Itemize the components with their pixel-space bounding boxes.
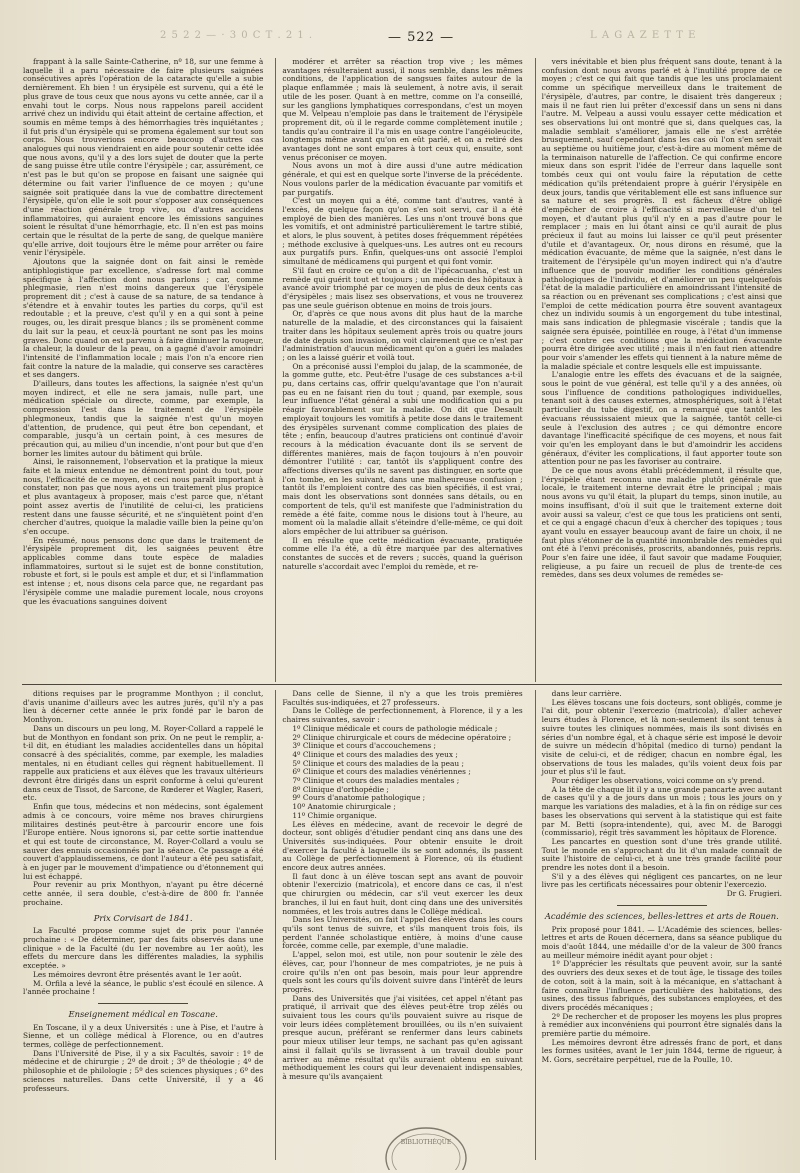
page-number: — 522 — bbox=[388, 30, 455, 45]
list-item: 9º Cours d'anatomie pathologique ; bbox=[292, 793, 426, 803]
paragraph: Les pancartes en question sont d'une très grande utilité. Tout le monde en s'approchant du lit d'un malade connaît de suite l'histoire de celui-ci, et à une très grande facilité pour prendre les notes dont il a besoin. bbox=[541, 836, 782, 873]
section-divider-rule bbox=[22, 684, 782, 685]
list-item: 8º Clinique d'orthopédie ; bbox=[292, 784, 389, 794]
paragraph: vers inévitable et bien plus fréquent sans doute, tenant à la confusion dont nous avons parlé et à l'inutilité propre de ce moyen ; c'est ce qui fait que tandis que les uns proclamaient comme un spécifique merveilleux dans le traitement de l'érysipèle, d'autres, par contre, le disaient très dangereux ; mais il ne faut rien lui prêter d'excessif dans un sens ni dans l'autre. M. Velpeau a aussi voulu essayer cette médication et ses observations lui ont montré que si, dans quelques cas, la maladie semblait s'améliorer, jamais elle ne s'est arrêtée brusquement, sauf cependant dans les cas où l'on s'en servait au septième ou huitième jour, c'est-à-dire au moment même de la terminaison naturelle de l'affection. Ce qui confirme encore mieux dans son esprit l'idée de l'erreur dans laquelle sont tombés ceux qui ont voulu faire la réputation de cette médication qu'ils prétendaient propre à guérir l'érysipèle en deux jours, tandis que véritablement elle est sans influence sur sa nature et ses progrès. Il est fâcheux d'être obligé d'empêcher de croire à l'efficacité si merveilleuse d'un tel moyen, et d'autant plus qu'il n'y en a pas d'autre pour le remplacer ; mais en lui ôtant ainsi ce qu'il aurait de plus précieux il faut au moins lui laisser ce qu'il peut présenter d'utile et d'avantageux. Or, nous dirons en résumé, que la médication évacuante, de même que la saignée, n'est dans le traitement de l'érysipèle qu'un moyen indirect qui n'a d'autre influence que de pouvoir modifier les conditions générales pathologiques de l'individu, et d'améliorer un peu quelquefois l'état de la maladie particulière en amoindrissant l'intensité de sa réaction ou en prévenant ses complications ; c'est ainsi que l'emploi de cette médication pourra être souvent avantageux chez un individu soumis à un engorgement du tube intestinal, mais sans indication de phlegmasie viscérale ; tandis que la saignée sera épuisée, pointillée en rouge, à l'état d'un immense ; c'est contre ces conditions que la médication évacuante pourra être dirigée avec utilité ; mais il n'en faut rien attendre pour voir s'amender les effets qui tiennent à la nature même de la maladie spéciale et contre lesquels elle est impuissante. bbox=[541, 58, 782, 371]
paragraph: L'analogie entre les effets des évacuans et de la saignée, sous le point de vue général, est telle qu'il y a des années, où sous l'influence de conditions pathologiques individuelles, tenant soit à des causes externes, atmosphériques, soit à l'état particulier du tube digestif, on a remarqué que tantôt les évacuans réussissaient mieux que la saignée, tantôt celle-ci seule à l'exclusion des autres ; ce qui démontre encore davantage l'inefficacité spécifique de ces moyens, et nous fait voir qu'en les employant dans le but d'amoindrir les accidens généraux, d'éviter les complications, il faut apporter toute son attention pour ne pas les favoriser au contraire. bbox=[541, 370, 782, 467]
paragraph: Dans les Universités, on fait l'appel des élèves dans les cours qu'ils sont tenus de suivre, et s'ils manquent trois fois, ils perdent l'année scholastique entière, à moins d'une cause forcée, comme celle, par exemple, d'une maladie. bbox=[282, 915, 523, 951]
paragraph: Les élèves toscans une fois docteurs, sont obligés, comme je l'ai dit, pour obtenir l'exercezio (matricola), d'aller achever leurs études à Florence, et là non-seulement ils sont tenus à suivre toutes les cliniques nommées, mais ils sont divisés en séries d'un nombre égal, et à chaque série est imposé le devoir de suivre un médecin d'hôpital (medico di turno) pendant la visite de celui-ci, et de rédiger, chacun en nombre égal, les observations de tous les malades, qu'ils voient deux fois par jour et plus s'il le faut. bbox=[541, 697, 782, 777]
paragraph: Les élèves en médecine, avant de recevoir le degré de docteur, sont obligés d'étudier pendant cinq ans dans une des Universités sus-indiquées. Pour obtenir ensuite le droit d'exercer la faculté à laquelle ils se sont adonnés, ils passent au Collège de perfectionnement à Florence, où ils étudient encore deux autres années. bbox=[282, 819, 523, 873]
top-column-1 bbox=[22, 58, 263, 682]
list-item: 3º Clinique et cours d'accouchemens ; bbox=[292, 741, 436, 751]
article-top-columns bbox=[22, 58, 782, 682]
paragraph: Prix proposé pour 1841. — L'Académie des sciences, belles-lettres et arts de Rouen décernera, dans sa séance publique du mois d'août 1844, une médaille d'or de la valeur de 300 francs au meilleur mémoire inédit ayant pour objet : bbox=[541, 924, 782, 960]
section-title-toscane: Enseignement médical en Toscane. bbox=[68, 1008, 218, 1019]
paragraph: En résumé, nous pensons donc que dans le traitement de l'érysipèle proprement dit, les saignées peuvent être applicables comme dans toute espèce de maladies inflammatoires, surtout si le sujet est de bonne constitution, robuste et fort, si le pouls est ample et dur, et si l'inflammation est intense ; et, nous disons cela parce que, ne regardant pas l'érysipèle comme une maladie purement locale, nous croyons que les évacuations sanguines doivent bbox=[23, 535, 264, 606]
paragraph: La Faculté propose comme sujet de prix pour l'année prochaine : « De déterminer, par des faits observés dans une clinique » de la Faculté (du 1er novembre au 1er août), les effets du mercure dans les différentes maladies, la syphilis exceptée. » bbox=[23, 926, 264, 971]
paragraph: S'il y a des élèves qui négligent ces pancartes, on ne leur livre pas les certificats nécessaires pour obtenir l'exercezio. bbox=[541, 871, 782, 890]
paragraph: Dans un discours un peu long, M. Royer-Collard a rappelé le but de Monthyon en fondant son prix. On ne peut le remplir, a-t-il dit, en étudiant les maladies accidentelles dans un hôpital consacré à des spécialités, comme, par exemple, les maladies mentales, ni en étudiant celles qui règnent habituellement. Il rappelle aux praticiens et aux élèves que les travaux ultérieurs devront être dirigés dans un esprit conforme à celui qu'eurent dans ceux de Tissot, de Sarcone, de Rœderer et Wagler, Raseri, etc. bbox=[23, 723, 264, 803]
paragraph: Il en résulte que cette médication évacuante, pratiquée comme elle l'a été, a dû être marquée par des alternatives constantes de succès et de revers ; succès, quand la guérison naturelle s'accordait avec l'emploi du remède, et re- bbox=[282, 535, 523, 571]
article-bottom-columns bbox=[22, 690, 782, 1160]
list-item: 7º Clinique et cours des maladies mentales ; bbox=[292, 776, 460, 786]
list-item: 5º Clinique et cours des maladies de la peau ; bbox=[292, 758, 465, 768]
paragraph: Dans le Collège de perfectionnement, à Florence, il y a les chaires suivantes, savoir : bbox=[282, 706, 523, 725]
short-rule bbox=[617, 905, 707, 906]
paragraph: De ce que nous avons établi précédemment, il résulte que, l'érysipèle étant reconnu une maladie plutôt générale que locale, le traitement interne devrait être le principal ; mais nous avons vu qu'il était, la plupart du temps, sinon inutile, au moins insuffisant, d'où il suit que le traitement externe doit avoir aussi sa valeur, c'est ce que tous les praticiens ont senti, et ce qui a engagé chacun d'eux à chercher des topiques ; tous ayant voulu en essayer beaucoup avant de faire un choix, il ne faut plus s'étonner de la quantité innombrable des remèdes qui ont été à l'envi préconisés, proscrits, abandonnés, puis repris. Pour s'en faire une idée, il faut savoir que madame Fouquier, religieuse, a pu faire un recueil de plus de trente-de ces remèdes, dans ses deux volumes de remèdes se- bbox=[541, 466, 782, 580]
paragraph: 1º D'apprécier les résultats que peuvent avoir, sur la santé des ouvriers des deux sexes et de tout âge, le tissage des toiles de coton, soit à la main, soit à la mécanique, en s'attachant à faire connaître l'influence particulière des habitations, des usines, des tissus fabriqués, des substances employées, et des divers procédés mécaniques ; bbox=[541, 959, 782, 1012]
paragraph: ditions requises par le programme Monthyon ; il conclut, d'avis unanime d'ailleurs avec les autres jurés, qu'il n'y a pas lieu à décerner cette année le prix fondé par le baron de Monthyon. bbox=[23, 690, 264, 725]
paragraph: Dans l'Université de Pise, il y a six Facultés, savoir : 1º de médecine et de chirurgie ; 2º de droit ; 3º de théologie ; 4º de philosophie et de philologie ; 5º des sciences physiques ; 6º des sciences naturelles. Dans cette Université, il y a 46 professeurs. bbox=[23, 1048, 264, 1093]
paragraph: M. Orfila a levé la séance, le public s'est écoulé en silence. A l'année prochaine ! bbox=[23, 978, 264, 997]
paragraph: dans leur carrière. bbox=[551, 690, 622, 698]
bleed-through-text-right: L A G A Z E T T E bbox=[590, 30, 697, 41]
paragraph: Dans celle de Sienne, il n'y a que les trois premières Facultés sus-indiquées, et 27 professeurs. bbox=[282, 690, 523, 707]
library-stamp bbox=[376, 1118, 476, 1170]
list-item: 1º Clinique médicale et cours de pathologie médicale ; bbox=[292, 723, 498, 733]
short-rule bbox=[98, 1003, 188, 1004]
bottom-column-3 bbox=[535, 690, 782, 1160]
author-signature: Dr G. Frugieri. bbox=[726, 889, 782, 899]
top-column-3 bbox=[535, 58, 782, 682]
paragraph: En Toscane, il y a deux Universités : une à Pise, et l'autre à Sienne, et un collège médical à Florence, ou en d'autres termes, collège de perfectionnement. bbox=[23, 1022, 264, 1050]
section-title-prix-corvisart: Prix Corvisart de 1841. bbox=[93, 912, 193, 923]
paragraph: Or, d'après ce que nous avons dit plus haut de la marche naturelle de la maladie, et des circonstances qui la faisaient traiter dans les hôpitaux seulement après trois ou quatre jours de date depuis son invasion, on voit clairement que ce n'est par l'administration d'aucun médicament qu'on a guéri les malades ; on les a laissé guérir et voilà tout. bbox=[282, 309, 523, 362]
section-title-academie-rouen: Académie des sciences, belles-lettres et arts de Rouen. bbox=[544, 910, 779, 921]
paragraph: S'il faut en croire ce qu'on a dit de l'ipécacuanha, c'est un remède qui guérit tout et toujours ; un médecin des hôpitaux à avancé avoir triomphé par ce moyen de plus de deux cents cas d'érysipèles ; mais lisez ses observations, et vous ne trouverez pas une seule guérison obtenue en moins de trois jours. bbox=[282, 265, 523, 310]
bleed-through-text-left: 2 5 2 2 — · 3 0 C T . 2 1 . bbox=[160, 30, 314, 41]
paragraph: D'ailleurs, dans toutes les affections, la saignée n'est qu'un moyen indirect, et elle ne sera jamais, nulle part, une médication spéciale ou directe, comme, par exemple, la compression l'est dans le traitement de l'érysipèle phlegmoneux, tandis que la saignée n'est qu'un moyen d'attention, de prudence, qui peut être bon cependant, et comparable, jusqu'à un certain point, à ces mesures de précaution qui, au milieu d'un incendie, n'ont pour but que d'en borner les limites autour du bâtiment qui brûle. bbox=[23, 379, 264, 458]
paragraph: 2º De rechercher et de proposer les moyens les plus propres à remédier aux inconvéniens qui pourront être signalés dans la première partie du mémoire. bbox=[541, 1011, 782, 1039]
top-column-2 bbox=[275, 58, 522, 682]
list-item: 11º Chimie organique. bbox=[292, 810, 377, 820]
paragraph: Nous avons un mot à dire aussi d'une autre médication générale, et qui est en quelque sorte l'inverse de la précédente. Nous voulons parler de la médication évacuante par vomitifs et par purgatifs. bbox=[282, 161, 523, 197]
chair-list bbox=[282, 725, 522, 821]
list-item: 4º Clinique et cours des maladies des yeux ; bbox=[292, 749, 458, 759]
paragraph: A la tête de chaque lit il y a une grande pancarte avec autant de cases qu'il y a de jours dans un mois ; tous les jours on y marque les variations des maladies, et à la fin on rédige sur ces bases les observations qui servent à la statistique qui est faite par M. Betti (sopra-intendente), qui, avec M. de Baroggi (commissario), régit très savamment les hôpitaux de Florence. bbox=[541, 784, 782, 838]
paragraph: L'appel, selon moi, est utile, non pour soutenir le zèle des élèves, car, pour l'honneur de mes compatriotes, je ne puis à croire qu'ils n'en ont pas besoin, mais pour leur apprendre quels sont les cours qu'ils doivent suivre dans l'intérêt de leurs progrès. bbox=[282, 950, 523, 994]
bottom-column-1 bbox=[22, 690, 263, 1160]
paragraph: C'est un moyen qui a été, comme tant d'autres, vanté à l'excès, de quelque façon qu'on s'en soit servi, car il a été employé de bien des manières. Les uns n'ont trouvé bons que les vomitifs, et ont administré particulièrement le tartre stibié, et alors, le plus souvent, à petites doses fréquemment répétées ; méthode exclusive à quelques-uns. Les autres ont eu recours aux purgatifs purs. Enfin, quelques-uns ont associé l'emploi simultané de médicamens qui purgent et qui font vomir. bbox=[282, 196, 523, 267]
paragraph: Ajoutons que la saignée dont on fait ainsi le remède antiphlogistique par excellence, s'adresse fort mal comme spécifique à l'affection dont nous parlons ; car, comme phlegmasie, rien n'est moins dangereux que l'érysipèle proprement dit ; c'est à cause de sa nature, de sa tendance à s'étendre et à envahir toutes les parties du corps, qu'il est redoutable ; et la preuve, c'est qu'il y en a qui sont à peine rouges, ou, les dirait presque blancs ; ils se promènent comme du lait sur la peau, et ceux-là pourtant ne sont pas les moins graves. Donc quand on est parvenu à faire diminuer la rougeur, la chaleur, la douleur de la peau, on a gagné d'avoir amoindri l'intensité de l'inflammation locale ; mais l'on n'a encore rien fait contre la nature de la maladie, qui conserve ses caractères et ses dangers. bbox=[23, 257, 264, 380]
paragraph: modérer et arrêter sa réaction trop vive ; les mêmes avantages résulteraient aussi, il nous semble, dans les mêmes conditions, de l'application de sangsues faites autour de la plaque enflammée ; mais là seulement, à notre avis, il serait utile de les poser. Quant à en mettre, comme on l'a conseillé, sur les ganglions lymphatiques correspondans, c'est un moyen que M. Velpeau n'emploie pas dans le traitement de l'érysipèle proprement dit, où il le regarde comme complètement inutile ; tandis qu'au contraire il l'a mis en usage contre l'angéioleucite, longtemps même avant qu'on en eût parlé, et on a retiré des avantages dont ne sont empares à tort ceux qui, ensuite, sont venus préconiser ce moyen. bbox=[282, 58, 523, 162]
list-item: 6º Clinique et cours des maladies vénériennes ; bbox=[292, 767, 471, 777]
paragraph: Les mémoires devront être adressés franc de port, et dans les formes usitées, avant le 1er juin 1844, terme de rigueur, à M. Gors, secrétaire perpétuel, rue de la Poulle, 10. bbox=[541, 1037, 782, 1065]
paragraph: Pour revenir au prix Monthyon, n'ayant pu être décerné cette année, il sera double, c'est-à-dire de 800 fr. l'année prochaine. bbox=[23, 880, 264, 907]
paragraph: On a préconisé aussi l'emploi du jalap, de la scammonée, de la gomme gutte, etc. Peut-être l'usage de ces substances a-t-il pu, dans certains cas, offrir quelqu'avantage que l'on n'aurait pas eu en ne faisant rien du tout ; quand, par exemple, sous leur influence l'état général a subi une modification qui a pu réagir favorablement sur la maladie. On dit que Desault employait toujours les vomitifs à petite dose dans le traitement des érysipèles survenant comme complication des plaies de tête ; enfin, beaucoup d'autres praticiens ont continué d'avoir recours à la médication évacuante dont ils se servent de différentes manières, mais de façon toujours à n'en pouvoir démontrer l'utilité : car, tantôt ils s'appliquent contre des affections diverses qu'ils ne savent pas distinguer, en sorte que l'on tombe, en les suivant, dans une malheureuse confusion ; tantôt ils l'emploient contre des cas bien spécifiés, il est vrai, mais dont les observations sont données sans détails, ou en comportent de tels, qu'il est manifeste que l'administration du remède a été faite, comme nous le disions tout à l'heure, au moment où la maladie allait s'éteindre d'elle-même, ce qui doit alors empêcher de lui attribuer sa guérison. bbox=[282, 361, 523, 536]
stamp-text: BIBLIOTHÈQUE bbox=[400, 1139, 452, 1146]
list-item: 2º Clinique chirurgicale et cours de médecine opératoire ; bbox=[292, 732, 512, 742]
paragraph: Enfin que tous, médecins et non médecins, sont également admis à ce concours, voire même nos braves chirurgiens militaires destinés peut-être à parcourir encore une fois l'Europe entière. Nous ignorons si, par cette sortie inattendue et qui est toute de circonstance, M. Royer-Collard a voulu se sauver des ennuis occasionnés par la séance. Ce passage a été couvert d'applaudissemens, ce dont l'auteur a été peu satisfait, à en juger par le mouvement d'impatience ou d'étonnement qui lui est échappé. bbox=[23, 802, 264, 881]
paragraph: Il faut donc à un élève toscan sept ans avant de pouvoir obtenir l'exercizio (matricola), et encore dans ce cas, il n'est que chirurgien ou médecin, car s'il veut exercer les deux branches, il lui en faut huit, dont cinq dans une des universités nommées, et les trois autres dans le Collège médical. bbox=[282, 871, 523, 916]
list-item: 10º Anatomie chirurgicale ; bbox=[292, 802, 396, 812]
paragraph: Pour rédiger les observations, voici comme on s'y prend. bbox=[551, 776, 765, 786]
paragraph: Dans des Universités que j'ai visitées, cet appel n'étant pas pratiqué, il arrivait que des élèves peut-être trop zélés ou suivaient tous les cours qu'ils pouvaient suivre au risque de voir leurs idées complètement brouillées, ou ils n'en suivaient presque aucun, préférant se renfermer dans leurs cabinets pour mieux utiliser leur temps, ne sachant pas qu'en agissant ainsi il fallait qu'ils se livrassent à un travail double pour arriver au même résultat qu'ils auraient obtenu en suivant méthodiquement les cours qui leur devenaient indispensables, à mesure qu'ils avançaient bbox=[282, 993, 523, 1081]
paragraph: frappant à la salle Sainte-Catherine, nº 18, sur une femme à laquelle il a paru nécessaire de faire plusieurs saignées consécutives après l'opération de la cataracte qu'elle a subie dernièrement. Eh bien ! un érysipèle est survenu, qui a été le plus grave de tous ceux que nous ayons vu cette année, car il a envahi tout le corps. Nous nous rappelons pareil accident arrivé chez un individu qui était atteint de certaine affection, et soumis en même temps à des hémorrhagies très inquiétantes ; il fut pris d'un érysipèle qui se promena également sur tout son corps. Nous trouverions encore beaucoup d'autres cas analogues qui nous viendraient en aide pour soutenir cette idée que nous avons, qu'il y a des lors sujet de douter que la perte de sang puisse être utile contre l'érysipèle ; car, assurément, ce n'est pas le but qu'on se propose en faisant une saignée qui détermine ou fait varier l'influence de ce moyen ; qu'une saignée soit pratiquée dans la vue de combattre directement l'érysipèle, qu'on elle le soit pour s'opposer aux conséquences d'une réaction générale trop vive, ou d'autres accidens inflammatoires, qui auraient encore les émissions sanguines soient le résultat d'une hémorrhagie, etc. Il n'en est pas moins certain que le résultat de la perte de sang, de quelque manière qu'elle arrive, doit toujours être le même pour arrêter ou faire venir l'érysipèle. bbox=[23, 58, 264, 258]
bottom-column-2 bbox=[275, 690, 522, 1160]
page-header bbox=[0, 30, 800, 48]
paragraph: Les mémoires devront être présentés avant le 1er août. bbox=[33, 969, 242, 979]
paragraph: Ainsi, le raisonnement, l'observation et la pratique la mieux faite et la mieux entendue ne démontrent point du tout, pour nous, l'efficacité de ce moyen, et ceci nous paraît important à constater, non pas que nous ayons un traitement plus propice et plus avantageux à proposer, mais c'est parce que, n'étant point assez avertis de l'inutilité de celui-ci, les praticiens restent dans une fausse sécurité, et ne s'inquiètent point d'en chercher d'autres, quoique la maladie vaille bien la peine qu'on s'en occupe. bbox=[23, 457, 264, 536]
